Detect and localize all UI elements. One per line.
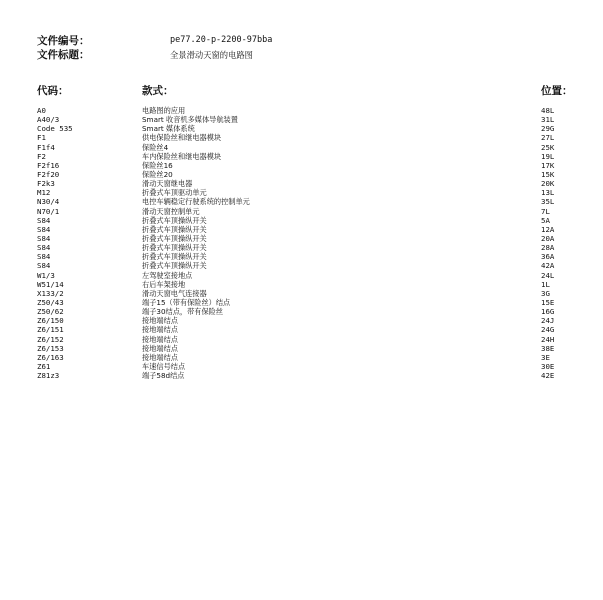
row-code: Z81z3	[37, 371, 60, 381]
row-description: 接地端结点	[142, 316, 178, 326]
row-position: 24G	[541, 325, 555, 335]
table-row	[0, 188, 603, 197]
row-code: F2f20	[37, 169, 60, 179]
row-code: S84	[37, 261, 51, 271]
row-description: 左驾驶室接地点	[142, 270, 193, 280]
row-position: 17K	[541, 160, 555, 170]
row-position: 5A	[541, 215, 550, 225]
row-description: 端子58d结点	[142, 371, 185, 381]
row-position: 7L	[541, 206, 550, 216]
row-code: F2	[37, 151, 46, 161]
table-row	[0, 207, 603, 216]
table-row	[0, 252, 603, 261]
table-row	[0, 353, 603, 362]
table-row	[0, 271, 603, 280]
row-position: 31L	[541, 115, 555, 125]
row-description: 折叠式车顶操纵开关	[142, 243, 207, 253]
row-description: 车速信号结点	[142, 361, 186, 371]
table-row	[0, 344, 603, 353]
row-code: A0	[37, 106, 46, 115]
row-position: 15K	[541, 169, 555, 179]
table-row	[0, 280, 603, 289]
row-position: 24L	[541, 270, 555, 280]
table-row	[0, 179, 603, 188]
row-position: 15E	[541, 297, 555, 307]
row-description: 滑动天窗继电器	[142, 179, 193, 189]
row-description: 端子15（带有保险丝）结点	[142, 297, 231, 307]
row-position: 48L	[541, 106, 555, 115]
table-row	[0, 371, 603, 380]
component-list	[0, 106, 603, 380]
table-row	[0, 316, 603, 325]
table-row	[0, 261, 603, 270]
table-row	[0, 307, 603, 316]
row-position: 42E	[541, 371, 555, 381]
row-code: M12	[37, 188, 51, 198]
row-code: Z6/153	[37, 343, 64, 353]
doc-number-label: 文件编号：	[37, 35, 90, 47]
doc-number-value: pe77.20-p-2200-97bba	[170, 35, 273, 45]
column-header-description: 款式：	[142, 85, 174, 97]
row-code: A40/3	[37, 115, 60, 125]
row-code: Z61	[37, 361, 51, 371]
table-row	[0, 170, 603, 179]
row-code: Z6/152	[37, 334, 64, 344]
row-description: 保险丝4	[142, 142, 169, 152]
row-code: X133/2	[37, 288, 64, 298]
table-row	[0, 161, 603, 170]
row-description: 滑动天窗控制单元	[142, 206, 200, 216]
table-row	[0, 225, 603, 234]
row-code: W1/3	[37, 270, 55, 280]
row-code: N30/4	[37, 197, 60, 207]
table-row	[0, 335, 603, 344]
row-description: 折叠式车顶操纵开关	[142, 224, 207, 234]
table-row	[0, 298, 603, 307]
row-code: Code 535	[37, 124, 73, 134]
row-position: 38E	[541, 343, 555, 353]
row-description: 接地端结点	[142, 325, 178, 335]
row-description: 车内保险丝和继电器模块	[142, 151, 222, 161]
row-code: F1f4	[37, 142, 55, 152]
row-code: W51/14	[37, 279, 64, 289]
doc-title-value: 全景滑动天窗的电路图	[170, 50, 253, 60]
row-position: 36A	[541, 252, 555, 262]
row-description: 接地端结点	[142, 352, 178, 362]
row-description: 折叠式车顶操纵开关	[142, 252, 207, 262]
row-description: 电路图的应用	[142, 106, 186, 115]
row-position: 30E	[541, 361, 555, 371]
row-position: 19L	[541, 151, 555, 161]
table-row	[0, 216, 603, 225]
row-description: 右后车架接地	[142, 279, 186, 289]
row-position: 20A	[541, 233, 555, 243]
table-row	[0, 124, 603, 133]
row-code: S84	[37, 243, 51, 253]
row-position: 42A	[541, 261, 555, 271]
table-row	[0, 106, 603, 115]
row-position: 20K	[541, 179, 555, 189]
row-code: F1	[37, 133, 46, 143]
row-code: Z6/151	[37, 325, 64, 335]
row-position: 35L	[541, 197, 555, 207]
table-row	[0, 143, 603, 152]
row-description: 保险丝16	[142, 160, 173, 170]
row-description: Smart 收音机多媒体导航装置	[142, 115, 238, 125]
row-description: 保险丝20	[142, 169, 173, 179]
row-description: 折叠式车顶驱动单元	[142, 188, 207, 198]
row-description: 供电保险丝和继电器模块	[142, 133, 222, 143]
row-code: Z50/62	[37, 307, 64, 317]
row-description: 折叠式车顶操纵开关	[142, 261, 207, 271]
row-code: S84	[37, 215, 51, 225]
table-row	[0, 325, 603, 334]
row-description: 端子30结点，带有保险丝	[142, 307, 224, 317]
row-position: 25K	[541, 142, 555, 152]
table-row	[0, 243, 603, 252]
row-description: 滑动天窗电气连接器	[142, 288, 207, 298]
row-code: Z6/150	[37, 316, 64, 326]
row-description: 接地端结点	[142, 343, 178, 353]
table-row	[0, 152, 603, 161]
row-code: S84	[37, 252, 51, 262]
table-row	[0, 197, 603, 206]
row-position: 3E	[541, 352, 550, 362]
row-description: Smart 媒体系统	[142, 124, 195, 134]
row-description: 接地端结点	[142, 334, 178, 344]
row-code: S84	[37, 233, 51, 243]
row-code: F2f16	[37, 160, 60, 170]
table-row	[0, 133, 603, 142]
row-position: 12A	[541, 224, 555, 234]
row-code: Z50/43	[37, 297, 64, 307]
row-position: 13L	[541, 188, 555, 198]
row-code: S84	[37, 224, 51, 234]
row-position: 24H	[541, 334, 555, 344]
row-description: 折叠式车顶操纵开关	[142, 233, 207, 243]
table-row	[0, 115, 603, 124]
table-row	[0, 362, 603, 371]
doc-title-label: 文件标题：	[37, 49, 90, 61]
row-position: 16G	[541, 307, 555, 317]
row-position: 29G	[541, 124, 555, 134]
row-position: 1L	[541, 279, 550, 289]
row-code: Z6/163	[37, 352, 64, 362]
row-code: N70/1	[37, 206, 60, 216]
row-position: 3G	[541, 288, 550, 298]
column-header-position: 位置：	[541, 85, 573, 97]
row-description: 电控车辆稳定行驶系统的控制单元	[142, 197, 250, 207]
row-position: 28A	[541, 243, 555, 253]
table-row	[0, 234, 603, 243]
row-position: 24J	[541, 316, 555, 326]
row-description: 折叠式车顶操纵开关	[142, 215, 207, 225]
row-code: F2k3	[37, 179, 55, 189]
table-row	[0, 289, 603, 298]
row-position: 27L	[541, 133, 555, 143]
column-header-code: 代码：	[37, 85, 69, 97]
